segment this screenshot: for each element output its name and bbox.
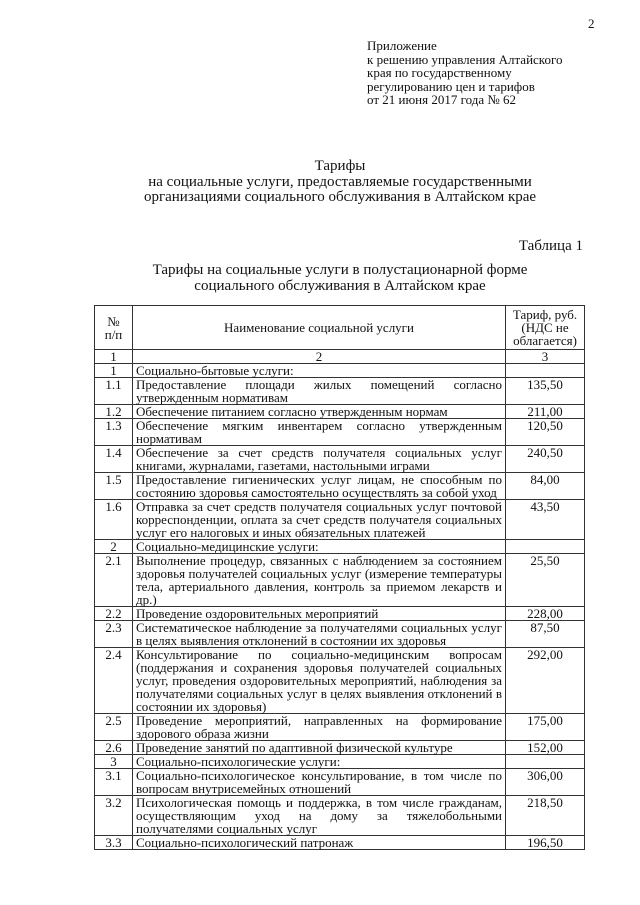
table-row	[95, 755, 585, 769]
row-number: 1.2	[95, 405, 133, 419]
service-name: Предоставление площади жилых помещений согласно утвержденным нормативам	[133, 378, 506, 405]
table-row	[95, 405, 585, 419]
table-row	[95, 446, 585, 473]
document-title	[100, 159, 580, 206]
service-name: Проведение занятий по адаптивной физической культуре	[133, 741, 506, 755]
service-name: Отправка за счет средств получателя социальных услуг почтовой корреспонденции, оплата за счет средств получателя социальных услуг его налоговых и иных обязательных платежей	[133, 500, 506, 540]
column-number: 2	[133, 350, 506, 364]
table-title	[100, 263, 580, 294]
appendix-block	[367, 39, 562, 107]
service-name: Обеспечение за счет средств получателя социальных услуг книгами, журналами, газетами, настольными играми	[133, 446, 506, 473]
table-row	[95, 714, 585, 741]
tariff-value: 211,00	[506, 405, 585, 419]
table-row	[95, 769, 585, 796]
appendix-line: края по государственному	[367, 65, 512, 81]
row-number: 1.4	[95, 446, 133, 473]
table-row	[95, 648, 585, 714]
table-row	[95, 473, 585, 500]
tariff-value: 25,50	[506, 554, 585, 607]
appendix-line: регулированию цен и тарифов	[367, 78, 535, 94]
tariff-value: 218,50	[506, 796, 585, 836]
table-row	[95, 607, 585, 621]
row-number: 2.1	[95, 554, 133, 607]
table-row	[95, 500, 585, 540]
row-number: 1.5	[95, 473, 133, 500]
service-name: Психологическая помощь и поддержка, в том числе гражданам, осуществляющим уход на дому за тяжелобольными получателями социальных услуг	[133, 796, 506, 836]
tariff-value: 196,50	[506, 836, 585, 850]
service-name: Обеспечение питанием согласно утвержденным нормам	[133, 405, 506, 419]
row-number: 1.6	[95, 500, 133, 540]
tariff-value: 306,00	[506, 769, 585, 796]
tariff-value: 152,00	[506, 741, 585, 755]
column-number-row	[95, 350, 585, 364]
tariff-value: 292,00	[506, 648, 585, 714]
service-name: Консультирование по социально-медицинским вопросам (поддержания и сохранения здоровья получателей социальных услуг, проведения оздоровительных мероприятий, наблюдения за получателями социальных услуг в целях выявления отклонений в состоянии их здоровья)	[133, 648, 506, 714]
service-name: Систематическое наблюдение за получателями социальных услуг в целях выявления отклонений в состоянии их здоровья	[133, 621, 506, 648]
column-number: 1	[95, 350, 133, 364]
tariff-value	[506, 755, 585, 769]
row-number: 2.6	[95, 741, 133, 755]
row-number: 2.5	[95, 714, 133, 741]
service-name: Социально-психологические услуги:	[133, 755, 506, 769]
row-number: 1.1	[95, 378, 133, 405]
tariff-value: 228,00	[506, 607, 585, 621]
title-line: Тарифы	[314, 158, 366, 174]
tariff-value: 120,50	[506, 419, 585, 446]
service-name: Обеспечение мягким инвентарем согласно утвержденным нормативам	[133, 419, 506, 446]
tariff-table	[94, 305, 585, 850]
table-row	[95, 741, 585, 755]
service-name: Социально-бытовые услуги:	[133, 364, 506, 378]
service-name: Проведение оздоровительных мероприятий	[133, 607, 506, 621]
service-name: Предоставление гигиенических услуг лицам, не способным по состоянию здоровья самостоятельно осуществлять за собой уход	[133, 473, 506, 500]
title-line: организациями социального обслуживания в Алтайском крае	[143, 189, 537, 205]
table-row	[95, 554, 585, 607]
header-number: № п/п	[95, 306, 133, 350]
header-name: Наименование социальной услуги	[133, 306, 506, 350]
table-header-row	[95, 306, 585, 350]
title-line: на социальные услуги, предоставляемые государственными	[148, 173, 532, 190]
table-row	[95, 621, 585, 648]
header-tariff: Тариф, руб. (НДС не облагается)	[506, 306, 585, 350]
appendix-line: от 21 июня 2017 года № 62	[367, 92, 517, 108]
appendix-line: к решению управления Алтайского	[367, 51, 563, 67]
service-name: Проведение мероприятий, направленных на формирование здорового образа жизни	[133, 714, 506, 741]
row-number: 1	[95, 364, 133, 378]
tariff-value: 240,50	[506, 446, 585, 473]
table-row	[95, 364, 585, 378]
row-number: 2	[95, 540, 133, 554]
service-name: Социально-медицинские услуги:	[133, 540, 506, 554]
tariff-value: 175,00	[506, 714, 585, 741]
row-number: 3.2	[95, 796, 133, 836]
tariff-value: 84,00	[506, 473, 585, 500]
table-title-line: социального обслуживания в Алтайском крае	[194, 277, 486, 294]
tariff-value	[506, 540, 585, 554]
column-number: 3	[506, 350, 585, 364]
row-number: 3	[95, 755, 133, 769]
table-row	[95, 419, 585, 446]
row-number: 2.4	[95, 648, 133, 714]
service-name: Социально-психологический патронаж	[133, 836, 506, 850]
row-number: 2.2	[95, 607, 133, 621]
service-name: Социально-психологическое консультирование, в том числе по вопросам внутрисемейных отношений	[133, 769, 506, 796]
table-row	[95, 378, 585, 405]
table-row	[95, 796, 585, 836]
appendix-line: Приложение	[367, 38, 437, 53]
tariff-value: 135,50	[506, 378, 585, 405]
row-number: 3.3	[95, 836, 133, 850]
table-title-line: Тарифы на социальные услуги в полустационарной форме	[152, 262, 528, 278]
tariff-value	[506, 364, 585, 378]
page-number: 2	[588, 16, 595, 31]
table-label: Таблица 1	[518, 238, 583, 254]
service-name: Выполнение процедур, связанных с наблюдением за состоянием здоровья получателей социальных услуг (измерение температуры тела, артериального давления, контроль за приемом лекарств и др.)	[133, 554, 506, 607]
table-row	[95, 540, 585, 554]
tariff-value: 87,50	[506, 621, 585, 648]
row-number: 3.1	[95, 769, 133, 796]
table-row	[95, 836, 585, 850]
row-number: 1.3	[95, 419, 133, 446]
row-number: 2.3	[95, 621, 133, 648]
tariff-value: 43,50	[506, 500, 585, 540]
